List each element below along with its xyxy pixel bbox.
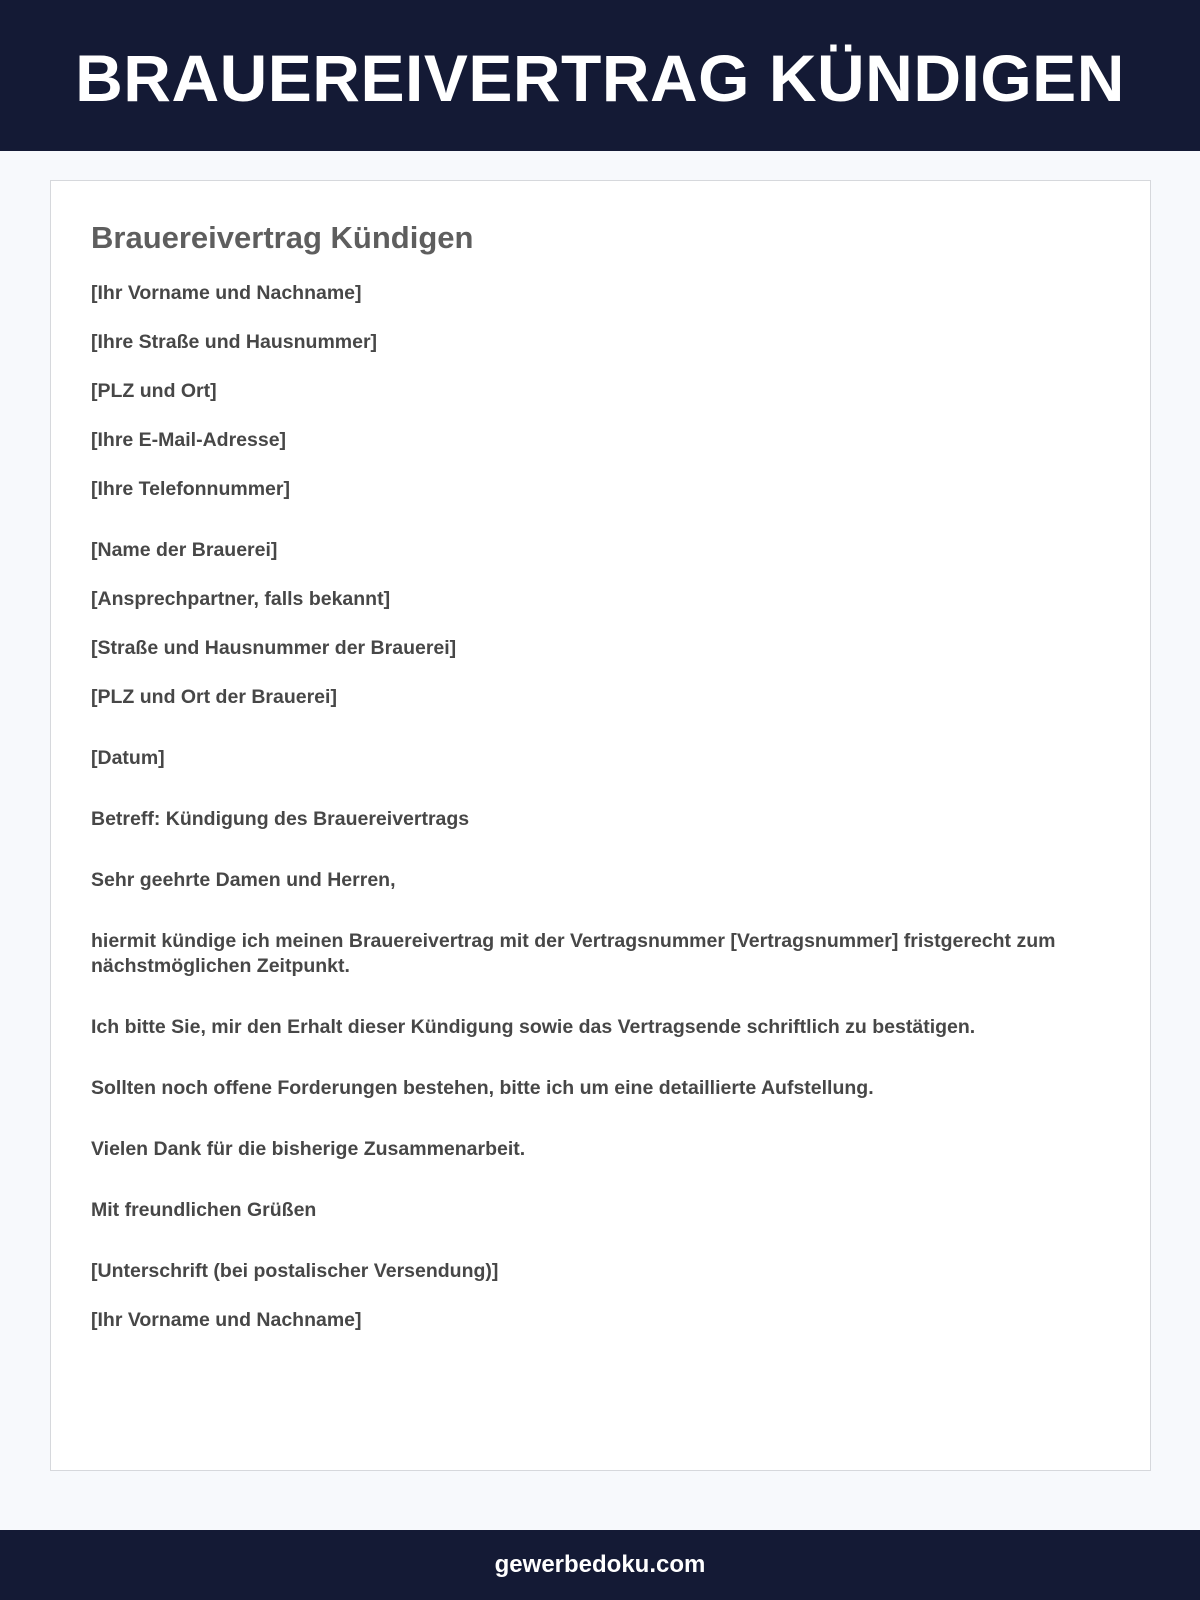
sender-city: [PLZ und Ort] [91,380,217,402]
page-title: BRAUEREIVERTRAG KÜNDIGEN [75,40,1125,115]
letter-paragraph: Ich bitte Sie, mir den Erhalt dieser Kündigung sowie das Vertragsende schriftlich zu bestätigen. [91,1016,976,1038]
recipient-contact: [Ansprechpartner, falls bekannt] [91,588,391,610]
sender-street: [Ihre Straße und Hausnummer] [91,331,378,353]
footer-site-link[interactable]: gewerbedoku.com [494,1551,706,1578]
letter-card [50,180,1151,1471]
sender-name: [Ihr Vorname und Nachname] [91,282,362,304]
letter-closing: Mit freundlichen Grüßen [91,1199,317,1221]
letter-signature: [Unterschrift (bei postalischer Versendung)] [91,1260,499,1282]
letter-subject: Betreff: Kündigung des Brauereivertrags [91,808,470,830]
sender-email: [Ihre E-Mail-Adresse] [91,429,287,451]
letter-signature-name: [Ihr Vorname und Nachname] [91,1309,362,1331]
letter-salutation: Sehr geehrte Damen und Herren, [91,869,396,891]
recipient-street: [Straße und Hausnummer der Brauerei] [91,637,457,659]
recipient-name: [Name der Brauerei] [91,539,278,561]
page-header [0,0,1200,151]
letter-paragraph: Sollten noch offene Forderungen bestehen, bitte ich um eine detaillierte Aufstellung. [91,1077,874,1099]
letter-paragraph: Vielen Dank für die bisherige Zusammenarbeit. [91,1138,526,1160]
letter-paragraph: hiermit kündige ich meinen Brauereivertrag mit der Vertragsnummer [Vertragsnummer] fristgerecht zum nächstmöglichen Zeitpunkt. [91,930,1056,977]
page-footer [0,1530,1200,1600]
letter-date: [Datum] [91,747,165,769]
sender-phone: [Ihre Telefonnummer] [91,478,290,500]
document-title: Brauereivertrag Kündigen [91,220,474,255]
recipient-city: [PLZ und Ort der Brauerei] [91,686,337,708]
